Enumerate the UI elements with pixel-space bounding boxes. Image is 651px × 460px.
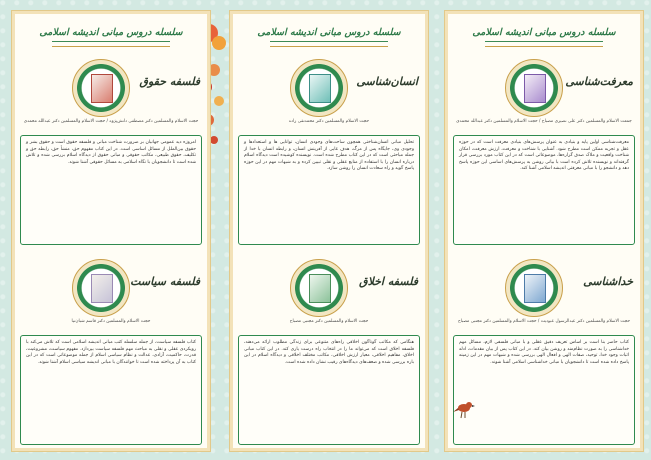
bird-decoration [453, 398, 475, 420]
authors: جمعت الاسلام والمسلمین دکتر علی نصیری مصباح / حجت الاسلام والمسلمین دکتر عبدالله محمدی [456, 119, 632, 124]
book-cover-emblem [505, 259, 563, 317]
section-title: فلسفه سیاست [130, 275, 200, 288]
panel-right [444, 10, 644, 452]
section-epistemology [445, 51, 643, 256]
section-title: فلسفه اخلاق [359, 275, 418, 288]
title-ornament [52, 41, 170, 47]
series-title: سلسله دروس مبانی اندیشه اسلامی [39, 27, 183, 38]
authors: حجت الاسلام والمسلمین دکتر قاسم شبان‌نیا [71, 319, 151, 324]
section-anthropology [230, 51, 428, 256]
section-philosophy-of-law [12, 51, 210, 256]
section-title: معرفت‌شناسی [565, 75, 633, 88]
series-title: سلسله دروس مبانی اندیشه اسلامی [472, 27, 616, 38]
book-cover-emblem [505, 59, 563, 117]
authors: حجت الاسلام والمسلمین دکتر محمدتقی زاده [288, 119, 370, 124]
description-box: امروزه دید عمومی جهانیان بر ضرورت شناخت مبانی و فلسفه حقوق است و حقوق بشر و حقوق بین‌الملل از مسائل اساسی است. در این کتاب مفهوم حق، منشأ حق، رابطه حق و تکلیف، حقوق طبیعی، مکاتب حقوقی و مبانی حقوق از دیدگاه اسلام بررسی شده و تلاش شده است تا دانشجویان با نگاه اسلامی به مسائل حقوقی آشنا شوند. [20, 135, 202, 245]
book-cover-emblem [72, 259, 130, 317]
description-box: کتاب فلسفه سیاست، از جمله سلسله کتب مبانی اندیشه اسلامی است که تلاش می‌کند با رویکردی عقلی و نقلی به مباحث مهم فلسفه سیاست بپردازد. مفهوم سیاست، مشروعیت، قدرت، حاکمیت، آزادی، عدالت و نظام سیاسی اسلام از جمله موضوعاتی است که در این کتاب به آن پرداخته شده است تا خوانندگان با مبانی اندیشه سیاسی اسلام آشنا شوند. [20, 335, 202, 445]
section-title: فلسفه حقوق [139, 75, 200, 88]
book-cover-emblem [290, 59, 348, 117]
series-title: سلسله دروس مبانی اندیشه اسلامی [257, 27, 401, 38]
description-box: معرفت‌شناسی اولین پایه و بنیادی به عنوان پرسش‌های بنیادی معرفت است که در حوزه عقل و تجربه ممکن است مطرح شود. آشنایی با شناخت و معرفت، ارزش معرفت، امکان شناخت واقعیت و ملاک صدق گزاره‌ها، موضوعاتی است که در این کتاب مورد بررسی قرار گرفته‌اند و نویسنده تلاش کرده است با بیانی روشن به پرسش‌های اساسی این حوزه پاسخ دهد و دانشجو را با مبانی معرفتی اندیشه اسلامی آشنا کند. [453, 135, 635, 245]
book-cover-emblem [290, 259, 348, 317]
title-ornament [485, 41, 603, 47]
panel-left [11, 10, 211, 452]
section-title: خداشناسی [583, 275, 633, 288]
authors: حجت الاسلام والمسلمین دکتر مصطفی دانش‌پژوه / حجت الاسلام والمسلمین دکتر عبدالله محمدی [23, 119, 199, 124]
section-title: انسان‌شناسی [356, 75, 418, 88]
description-box: تحلیل مبانی انسان‌شناختی همچون ساحت‌های وجودی انسان، توانایی ها و استعدادها و وجودی وی، جایگاه پس از مرگ، هدف غایی از آفرینش انسان، و رابطه انسان با خدا از جمله مباحثی است که در این کتاب مطرح شده است. نویسنده کوشیده است دیدگاه اسلام درباره انسان را با استفاده از منابع عقلی و نقلی تبیین کرده و به شبهات مهم در این حوزه پاسخ گوید و راه سعادت انسان را روشن سازد. [238, 135, 420, 245]
section-political-philosophy [12, 251, 210, 456]
title-ornament [270, 41, 388, 47]
authors: حجت الاسلام والمسلمین دکتر مجتبی مصباح [289, 319, 369, 324]
panel-middle [229, 10, 429, 452]
authors: حجت الاسلام والمسلمین دکتر عبدالرسول عبودیت / حجت الاسلام والمسلمین دکتر مجتبی مصباح [457, 319, 631, 324]
section-theology [445, 251, 643, 456]
book-cover-emblem [72, 59, 130, 117]
section-ethics [230, 251, 428, 456]
description-box: کتاب حاضر بنا است بر اساس تعریف دقیق عقلی و با مبانی فلسفی لازم، مسائل مهم خداشناسی را به صورت نظام‌مند و روشن بیان کند. در این کتاب پس از بیان مقدمات، ادله اثبات وجود خدا، توحید، صفات الهی و افعال الهی بررسی شده و شبهات مهم در این زمینه پاسخ داده شده است تا دانشجویان با مبانی خداشناسی اسلامی آشنا شوند. [453, 335, 635, 445]
description-box: هنگامی که مکاتب گوناگون اخلاقی راه‌های متنوعی برای زندگی مطلوب ارائه می‌دهند، فلسفه اخلاق است که می‌تواند ما را در انتخاب راه درست یاری کند. در این کتاب مبانی اخلاق، مفاهیم اخلاقی، معیار ارزش اخلاقی، مکاتب مختلف اخلاقی و دیدگاه اسلام در این باره بررسی شده و ضعف‌های دیدگاه‌های رقیب نشان داده شده است. [238, 335, 420, 445]
